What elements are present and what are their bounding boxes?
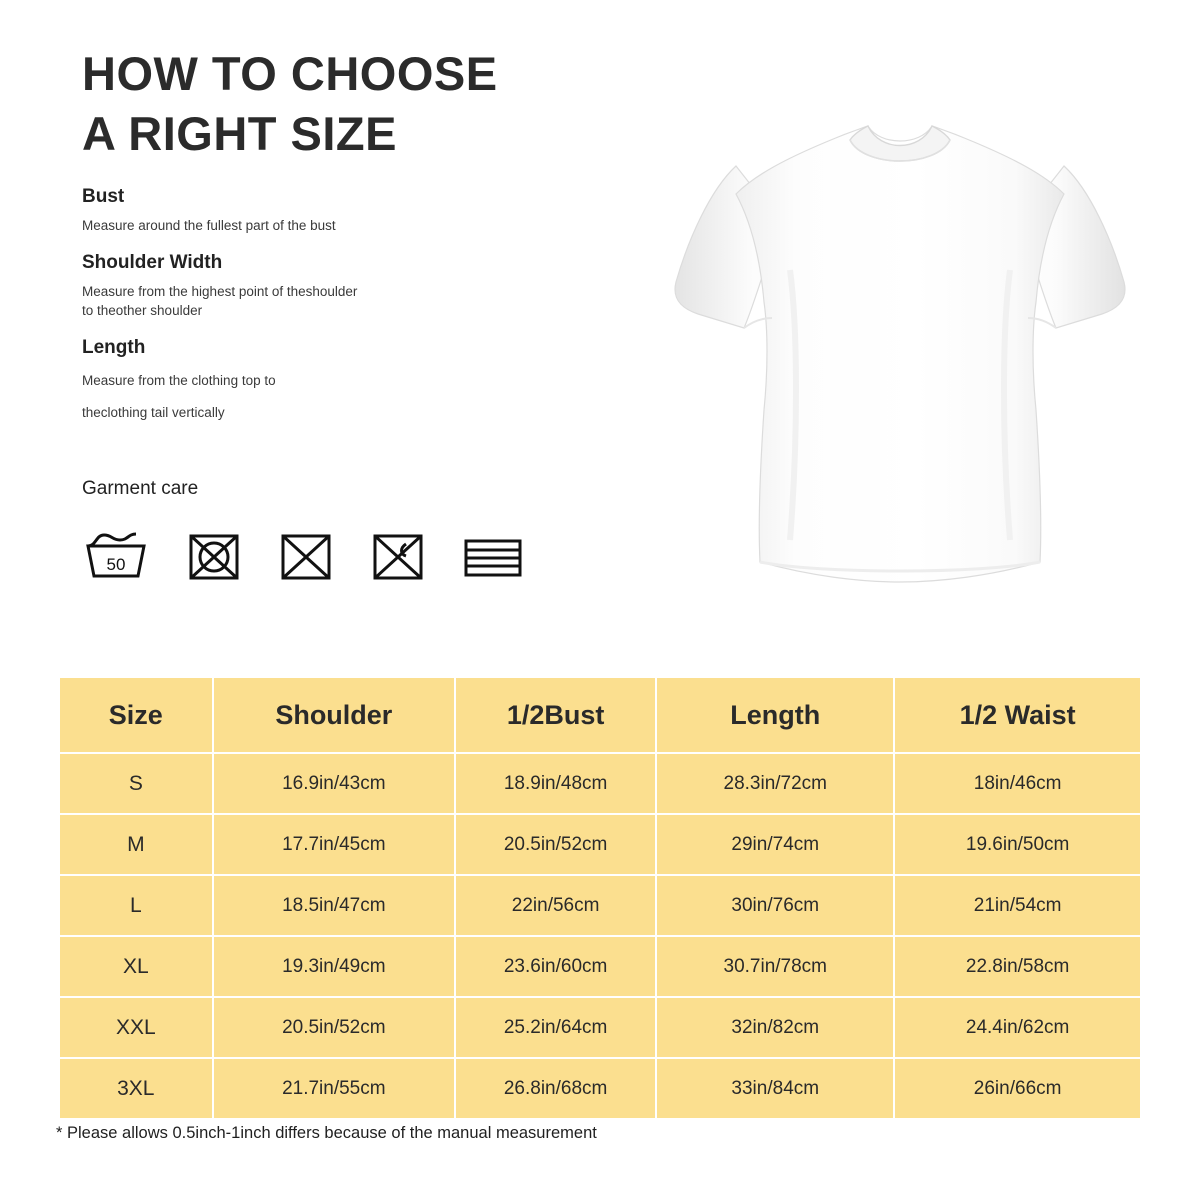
measure-desc-length-line-2: theclothing tail vertically <box>82 404 225 420</box>
table-row <box>59 875 1141 936</box>
cell-length: 33in/84cm <box>656 1058 894 1119</box>
table-row <box>59 936 1141 997</box>
cell-size: XL <box>59 936 213 997</box>
guide-column <box>82 44 642 584</box>
cell-waist: 26in/66cm <box>894 1058 1141 1119</box>
shirt-body <box>736 126 1064 582</box>
cell-size: M <box>59 814 213 875</box>
cell-waist: 18in/46cm <box>894 753 1141 814</box>
cell-size: 3XL <box>59 1058 213 1119</box>
cell-shoulder: 20.5in/52cm <box>213 997 455 1058</box>
cell-shoulder: 18.5in/47cm <box>213 875 455 936</box>
cell-shoulder: 21.7in/55cm <box>213 1058 455 1119</box>
cell-waist: 24.4in/62cm <box>894 997 1141 1058</box>
table-header-waist: 1/2 Waist <box>894 677 1141 753</box>
measure-item-shoulder-width <box>82 252 642 321</box>
cell-shoulder: 17.7in/45cm <box>213 814 455 875</box>
cell-length: 32in/82cm <box>656 997 894 1058</box>
garment-care-title: Garment care <box>82 478 199 500</box>
measure-term-bust: Bust <box>82 186 125 208</box>
table-header-size: Size <box>59 677 213 753</box>
cell-bust: 22in/56cm <box>455 875 656 936</box>
table-header-row <box>59 677 1141 753</box>
size-table-container <box>58 676 1142 1120</box>
do-not-dry-clean-icon <box>370 528 426 584</box>
cell-length: 30in/76cm <box>656 875 894 936</box>
measure-desc-bust-line-1: Measure around the fullest part of the bust <box>82 218 336 234</box>
table-row <box>59 753 1141 814</box>
measure-desc-shoulder-line-1: Measure from the highest point of theshoulder <box>82 283 358 299</box>
cell-bust: 20.5in/52cm <box>455 814 656 875</box>
garment-care-icon-row <box>82 528 642 584</box>
table-row <box>59 814 1141 875</box>
measure-desc-length <box>82 371 502 422</box>
cell-size: L <box>59 875 213 936</box>
cell-bust: 25.2in/64cm <box>455 997 656 1058</box>
table-row <box>59 997 1141 1058</box>
page-title-line-1: HOW TO CHOOSE <box>82 47 498 100</box>
measure-item-length <box>82 337 642 422</box>
do-not-tumble-dry-icon <box>186 528 242 584</box>
tshirt-image <box>640 70 1160 630</box>
do-not-bleach-icon <box>278 528 334 584</box>
table-header-bust: 1/2Bust <box>455 677 656 753</box>
measure-desc-shoulder-width <box>82 282 502 321</box>
table-header-length: Length <box>656 677 894 753</box>
page-title-line-2: A RIGHT SIZE <box>82 107 397 161</box>
cell-waist: 21in/54cm <box>894 875 1141 936</box>
cell-shoulder: 16.9in/43cm <box>213 753 455 814</box>
cell-bust: 23.6in/60cm <box>455 936 656 997</box>
measure-desc-bust <box>82 216 502 236</box>
table-header-shoulder: Shoulder <box>213 677 455 753</box>
measure-term-length: Length <box>82 337 146 358</box>
cell-length: 28.3in/72cm <box>656 753 894 814</box>
wash-temp-label: 50 <box>106 555 126 575</box>
measure-desc-length-line-1: Measure from the clothing top to <box>82 373 276 388</box>
cell-size: S <box>59 753 213 814</box>
measurement-footnote: * Please allows 0.5inch-1inch differs because of the manual measurement <box>56 1124 597 1142</box>
cell-length: 30.7in/78cm <box>656 936 894 997</box>
measure-desc-shoulder-line-2: to theother shoulder <box>82 303 203 319</box>
dry-flat-icon <box>462 528 524 584</box>
wash-50-icon <box>82 528 150 584</box>
cell-waist: 22.8in/58cm <box>894 936 1141 997</box>
size-table <box>58 676 1142 1120</box>
measure-term-shoulder-width: Shoulder Width <box>82 251 223 273</box>
cell-shoulder: 19.3in/49cm <box>213 936 455 997</box>
cell-waist: 19.6in/50cm <box>894 814 1141 875</box>
cell-bust: 18.9in/48cm <box>455 753 656 814</box>
page-title <box>82 44 642 164</box>
cell-bust: 26.8in/68cm <box>455 1058 656 1119</box>
cell-size: XXL <box>59 997 213 1058</box>
cell-length: 29in/74cm <box>656 814 894 875</box>
table-row <box>59 1058 1141 1119</box>
measure-item-bust <box>82 186 642 236</box>
